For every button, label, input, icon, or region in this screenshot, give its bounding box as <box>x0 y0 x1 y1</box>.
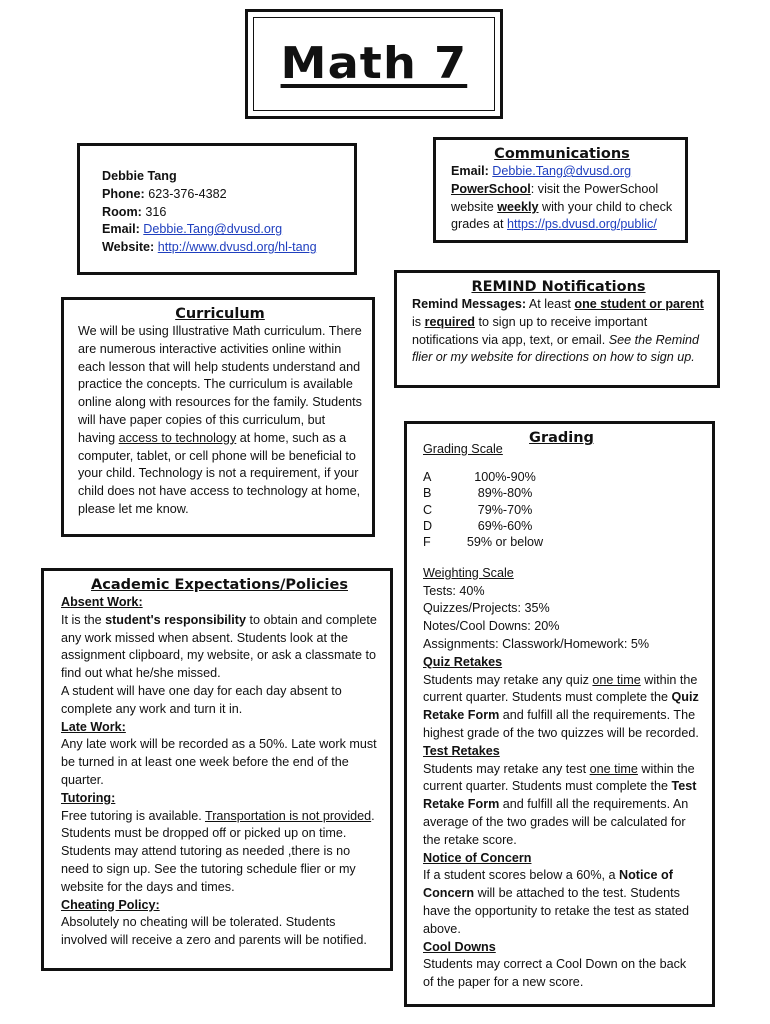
weight-item: Assignments: Classwork/Homework: 5% <box>423 637 650 652</box>
notice-of-concern-text <box>423 867 700 938</box>
website-link[interactable]: http://www.dvusd.org/hl-tang <box>157 240 317 255</box>
absent-text-1c: to obtain and complete any work missed when absent. Students look at the assignment clipboard, my website, or ask a classmate to find out what he/she missed. <box>61 612 377 681</box>
phone-value: 623-376-4382 <box>148 186 227 201</box>
communications-text <box>451 163 673 234</box>
late-work-heading: Late Work: <box>61 719 126 734</box>
grade-letter: B <box>423 486 432 501</box>
students-responsibility: student's responsibility <box>105 612 246 627</box>
test-text-3: and fulfill all the requirements. An average of the two grades will be calculated for the retake score. <box>423 797 689 847</box>
quiz-text-2: within the current quarter. Students must complete the <box>423 672 698 705</box>
cool-downs-heading: Cool Downs <box>423 939 496 954</box>
remind-italic-note: See the Remind flier or my website for directions on how to sign up. <box>412 332 700 365</box>
absent-work-text-2: A student will have one day for each day absent to complete any work and turn it in. <box>61 683 342 716</box>
test-text-1: Students may retake any test <box>423 761 590 776</box>
grade-range: 59% or below <box>466 535 544 550</box>
grade-letter: C <box>423 502 433 517</box>
curriculum-text-2: at home, such as a computer, tablet, or cell phone will be beneficial to your child. Technology is not a requirement, if your child does not have access to technology at home, please let me know. <box>78 430 361 516</box>
remind-text-3: to sign up to receive important notifications via app, text, or email. <box>412 314 648 347</box>
phone-label: Phone: <box>102 186 145 201</box>
absent-text-1a: It is the <box>61 612 106 627</box>
weighting-scale-heading: Weighting Scale <box>423 565 514 580</box>
grading-heading: Grading <box>529 430 594 446</box>
communications-box <box>433 137 688 243</box>
grade-letter: D <box>423 519 433 534</box>
test-text-2: within the current quarter. Students must complete the <box>423 761 695 794</box>
curriculum-box <box>61 297 375 537</box>
weighting-list <box>423 583 700 654</box>
email-link[interactable]: Debbie.Tang@dvusd.org <box>143 222 283 237</box>
weight-item: Tests: 40% <box>423 583 485 598</box>
test-one-time: one time <box>589 761 638 776</box>
email-label: Email: <box>102 222 140 237</box>
grade-range: 79%-70% <box>477 502 533 517</box>
late-work-text: Any late work will be recorded as a 50%. Late work must be turned in at least one week before the end of the quarter. <box>61 737 377 787</box>
curriculum-text <box>78 323 362 519</box>
concern-text-2: will be attached to the test. Students have the opportunity to retake the test as stated above. <box>423 886 690 936</box>
grading-box <box>404 421 715 1007</box>
powerschool-text: : visit the PowerSchool website <box>451 181 659 214</box>
title-box <box>245 9 503 119</box>
cheating-heading: Cheating Policy: <box>61 897 160 912</box>
quiz-retake-form: Quiz Retake Form <box>423 690 699 723</box>
powerschool-label: PowerSchool <box>451 181 531 196</box>
test-retakes-heading: Test Retakes <box>423 743 500 758</box>
remind-text <box>412 296 705 367</box>
room-value: 316 <box>145 204 167 219</box>
transportation-note: Transportation is not provided <box>204 808 372 823</box>
quiz-retakes-text <box>423 672 700 743</box>
cheating-text: Absolutely no cheating will be tolerated. Students involved will receive a zero and parents will be notified. <box>61 915 367 948</box>
grade-range: 69%-60% <box>477 519 533 534</box>
quiz-retakes-heading: Quiz Retakes <box>423 654 503 669</box>
notice-of-concern-heading: Notice of Concern <box>423 850 532 865</box>
academic-heading: Academic Expectations/Policies <box>91 577 348 593</box>
grade-row <box>423 518 700 534</box>
grading-scale-heading: Grading Scale <box>423 442 503 456</box>
remind-text-2: is <box>412 314 425 329</box>
communications-heading: Communications <box>494 146 630 162</box>
grade-row <box>423 469 700 485</box>
absent-work-heading: Absent Work: <box>61 595 143 609</box>
test-retakes-text <box>423 761 700 850</box>
remind-label: Remind Messages: <box>412 297 527 311</box>
remind-required: required <box>424 314 475 329</box>
grade-letter: A <box>423 469 432 484</box>
tutoring-text-1: Free tutoring is available. <box>61 808 205 823</box>
teacher-name: Debbie Tang <box>102 169 177 183</box>
cool-downs-text: Students may correct a Cool Down on the back of the paper for a new score. <box>423 957 687 990</box>
weekly-text: weekly <box>497 199 539 214</box>
page-title: Math 7 <box>280 38 468 90</box>
weight-item: Quizzes/Projects: 35% <box>423 601 550 616</box>
weight-item: Notes/Cool Downs: 20% <box>423 619 560 634</box>
website-label: Website: <box>102 240 155 255</box>
contact-box <box>77 143 357 275</box>
curriculum-text-1: We will be using Illustrative Math curriculum. There are numerous interactive activities online within each lesson that will help students understand and practice the concepts. The curriculum is available online along with resources for the family. Students will have paper copies of this curriculum, but having <box>78 324 362 445</box>
title-inner-frame <box>253 17 495 111</box>
absent-work-text <box>61 612 378 683</box>
grade-letter: F <box>423 535 431 550</box>
quiz-text-3: and fulfill all the requirements. The highest grade of the two quizzes will be recorded. <box>423 708 699 740</box>
test-retake-form: Test Retake Form <box>423 779 697 812</box>
grade-row <box>423 502 700 518</box>
grade-range: 89%-80% <box>477 486 533 501</box>
access-to-technology: access to technology <box>118 430 237 445</box>
grading-scale-table <box>423 469 700 551</box>
powerschool-link[interactable]: https://ps.dvusd.org/public/ <box>507 217 657 232</box>
tutoring-heading: Tutoring: <box>61 790 116 805</box>
tutoring-text <box>61 808 378 897</box>
remind-one-student: one student or parent <box>574 297 704 311</box>
concern-text-1: If a student scores below a 60%, a <box>423 868 620 883</box>
remind-heading: REMIND Notifications <box>471 279 646 295</box>
remind-text-1: At least <box>526 297 575 311</box>
room-label: Room: <box>102 204 142 219</box>
curriculum-heading: Curriculum <box>175 306 265 322</box>
notice-of-concern-bold: Notice of Concern <box>423 868 673 901</box>
grade-range: 100%-90% <box>474 469 536 484</box>
remind-box <box>394 270 720 388</box>
comm-email-link[interactable]: Debbie.Tang@dvusd.org <box>492 164 632 178</box>
grade-row <box>423 485 700 501</box>
comm-email-label: Email: <box>451 164 489 178</box>
quiz-one-time: one time <box>592 672 641 687</box>
quiz-text-1: Students may retake any quiz <box>423 672 593 687</box>
powerschool-text-2: with your child to check grades at <box>451 199 673 232</box>
tutoring-text-2: . Students must be dropped off or picked up on time. Students may attend tutoring as needed ,there is no need to sign up. See the tutoring schedule flier or my website for the days and times. <box>61 808 375 894</box>
academic-box <box>41 568 393 971</box>
grade-row <box>423 534 700 550</box>
